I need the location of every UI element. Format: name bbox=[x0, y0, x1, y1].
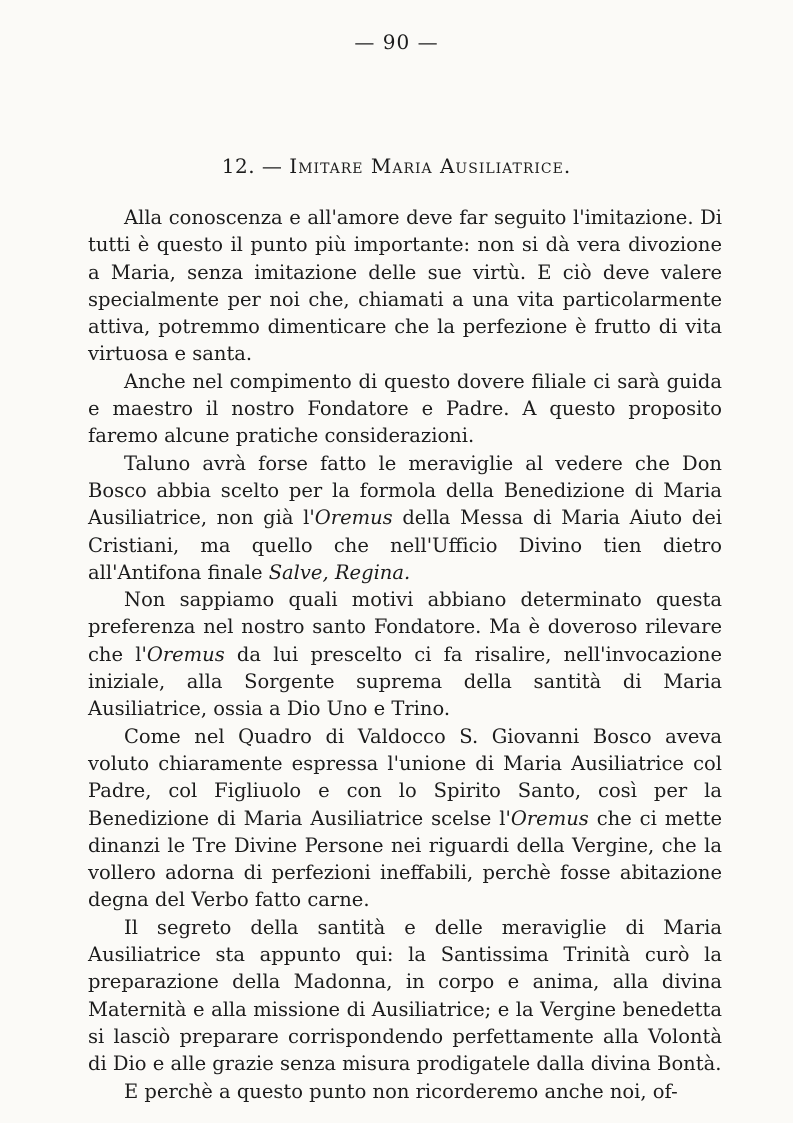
paragraph bbox=[88, 586, 722, 722]
italic-text: Salve, Regina. bbox=[268, 560, 411, 584]
paragraph bbox=[88, 914, 722, 1078]
paragraph-text: Anche nel compimento di questo dovere filiale ci sarà guida e maestro il nostro Fondatore e Padre. A questo proposito faremo alcune pratiche considerazioni. bbox=[88, 369, 722, 448]
paragraph-text: Come nel Quadro di Valdocco S. Giovanni Bosco aveva voluto chiaramente espressa l'unione di Maria Ausiliatrice col Padre, col Figliuolo e con lo Spirito Santo, così per la Benedizione di Maria Ausiliatrice scelse l' bbox=[88, 724, 722, 830]
paragraph-text: Taluno avrà forse fatto le meraviglie al vedere che Don Bosco abbia scelto per la formola della Benedizione di Maria Ausiliatrice, non già l' bbox=[88, 451, 722, 530]
paragraph bbox=[88, 368, 722, 450]
paragraph-text: da lui prescelto ci fa risalire, nell'invocazione iniziale, alla Sorgente suprema della santità di Maria Ausiliatrice, ossia a Dio Uno e Trino. bbox=[88, 642, 722, 721]
italic-text: Oremus bbox=[510, 806, 589, 830]
paragraph-text: che ci mette dinanzi le Tre Divine Persone nei riguardi della Vergine, che la vollero adorna di perfezioni ineffabili, perchè fosse abitazione degna del Verbo fatto carne. bbox=[88, 806, 722, 912]
italic-text: Oremus bbox=[314, 506, 393, 530]
page-number: — 90 — bbox=[354, 30, 439, 54]
paragraph-text: Non sappiamo quali motivi abbiano determinato questa preferenza nel nostro santo Fondatore. Ma è doveroso rilevare che l' bbox=[88, 588, 722, 666]
paragraph bbox=[88, 723, 722, 914]
paragraph bbox=[88, 1078, 722, 1105]
section-heading bbox=[0, 154, 793, 178]
paragraph-text: E perchè a questo punto non ricorderemo anche noi, of- bbox=[124, 1079, 678, 1103]
paragraph bbox=[88, 204, 722, 368]
paragraph-text: della Messa di Maria Aiuto dei Cristiani, ma quello che nell'Ufficio Divino tien dietro all'Antifona finale bbox=[88, 506, 722, 584]
italic-text: Oremus bbox=[146, 642, 225, 666]
section-number: 12. — bbox=[221, 154, 283, 178]
paragraph-text: Alla conoscenza e all'amore deve far seguito l'imitazione. Di tutti è questo il punto più importante: non si dà vera divozione a Maria, senza imitazione delle sue virtù. E ciò deve valere specialmente per noi che, chiamati a una vita particolarmente attiva, potremmo dimenticare che la perfezione è frutto di vita virtuosa e santa. bbox=[88, 206, 722, 366]
section-title: Imitare Maria Ausiliatrice. bbox=[289, 154, 572, 178]
paragraph-text: Il segreto della santità e delle meraviglie di Maria Ausiliatrice sta appunto qui: la Santissima Trinità curò la preparazione della Madonna, in corpo e anima, alla divina Maternità e alla missione di Ausiliatrice; e la Vergine benedetta si lasciò preparare corrispondendo perfettamente alla Volontà di Dio e alle grazie senza misura prodigatele dalla divina Bontà. bbox=[88, 915, 722, 1076]
body-text bbox=[88, 204, 722, 1105]
paragraph bbox=[88, 450, 722, 586]
